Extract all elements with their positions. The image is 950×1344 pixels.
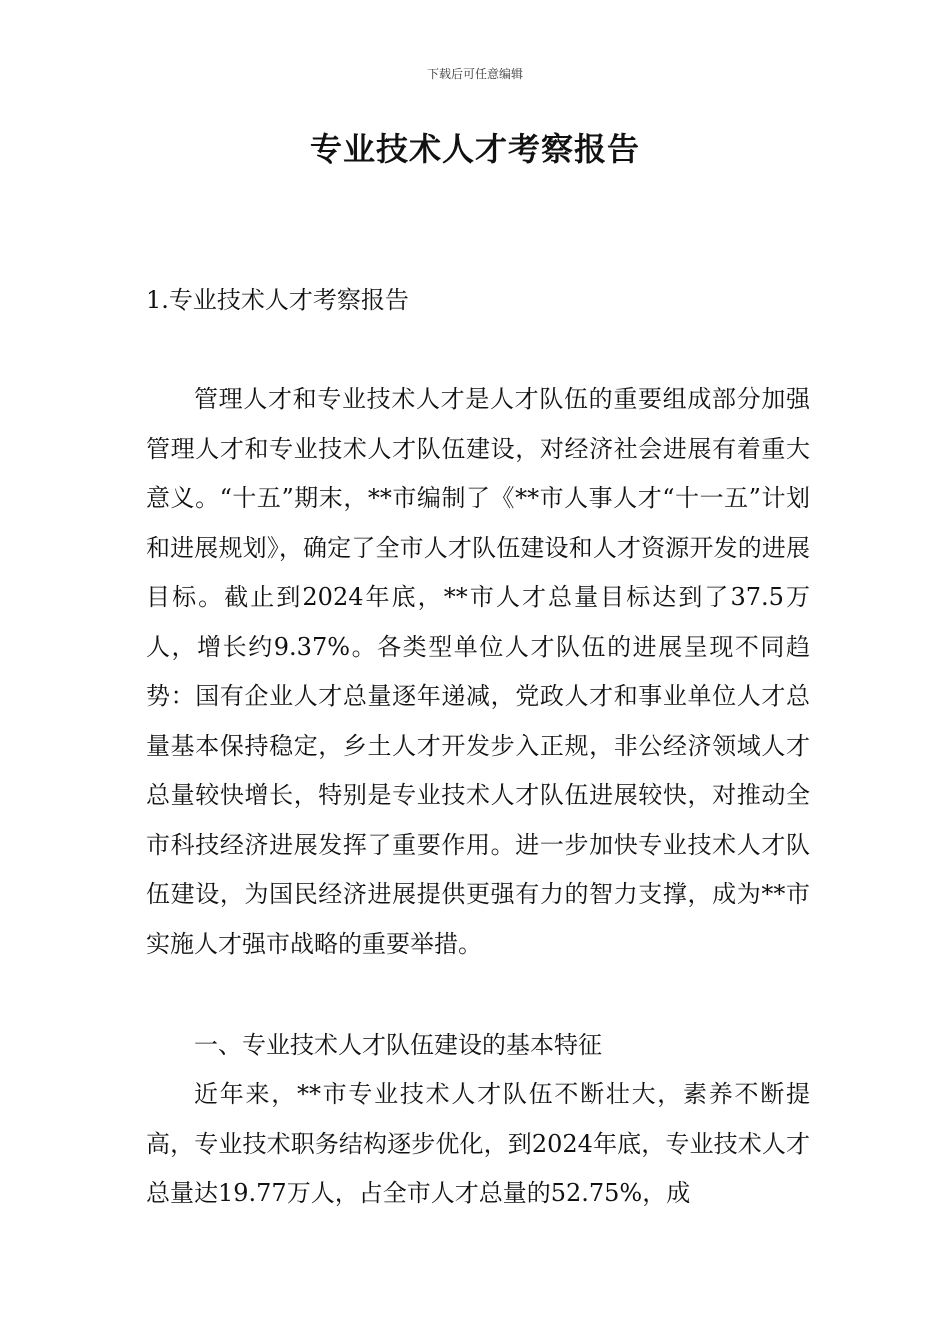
header-note: 下载后可任意编辑	[426, 67, 523, 81]
subheading-basic-features: 一、专业技术人才队伍建设的基本特征	[194, 1031, 602, 1059]
body-paragraph-recent-years: 近年来，**市专业技术人才队伍不断壮大，素养不断提高，专业技术职务结构逐步优化，到2024年底，专业技术人才总量达19.77万人，占全市人才总量的52.75%，成	[146, 1080, 810, 1207]
section-heading: 1.专业技术人才考察报告	[146, 286, 409, 314]
document-title: 专业技术人才考察报告	[309, 130, 640, 168]
body-paragraph-intro: 管理人才和专业技术人才是人才队伍的重要组成部分加强管理人才和专业技术人才队伍建设，对经济社会进展有着重大意义。“十五”期末，**市编制了《**市人事人才“十一五”计划和进展规划》，确定了全市人才队伍建设和人才资源开发的进展目标。截止到2024年底，**市人才总量目标达到了37.5万人，增长约9.37%。各类型单位人才队伍的进展呈现不同趋势：国有企业人才总量逐年递减，党政人才和事业单位人才总量基本保持稳定，乡土人才开发步入正规，非公经济领域人才总量较快增长，特别是专业技术人才队伍进展较快，对推动全市科技经济进展发挥了重要作用。进一步加快专业技术人才队伍建设，为国民经济进展提供更强有力的智力支撑，成为**市实施人才强市战略的重要举措。	[146, 385, 810, 958]
